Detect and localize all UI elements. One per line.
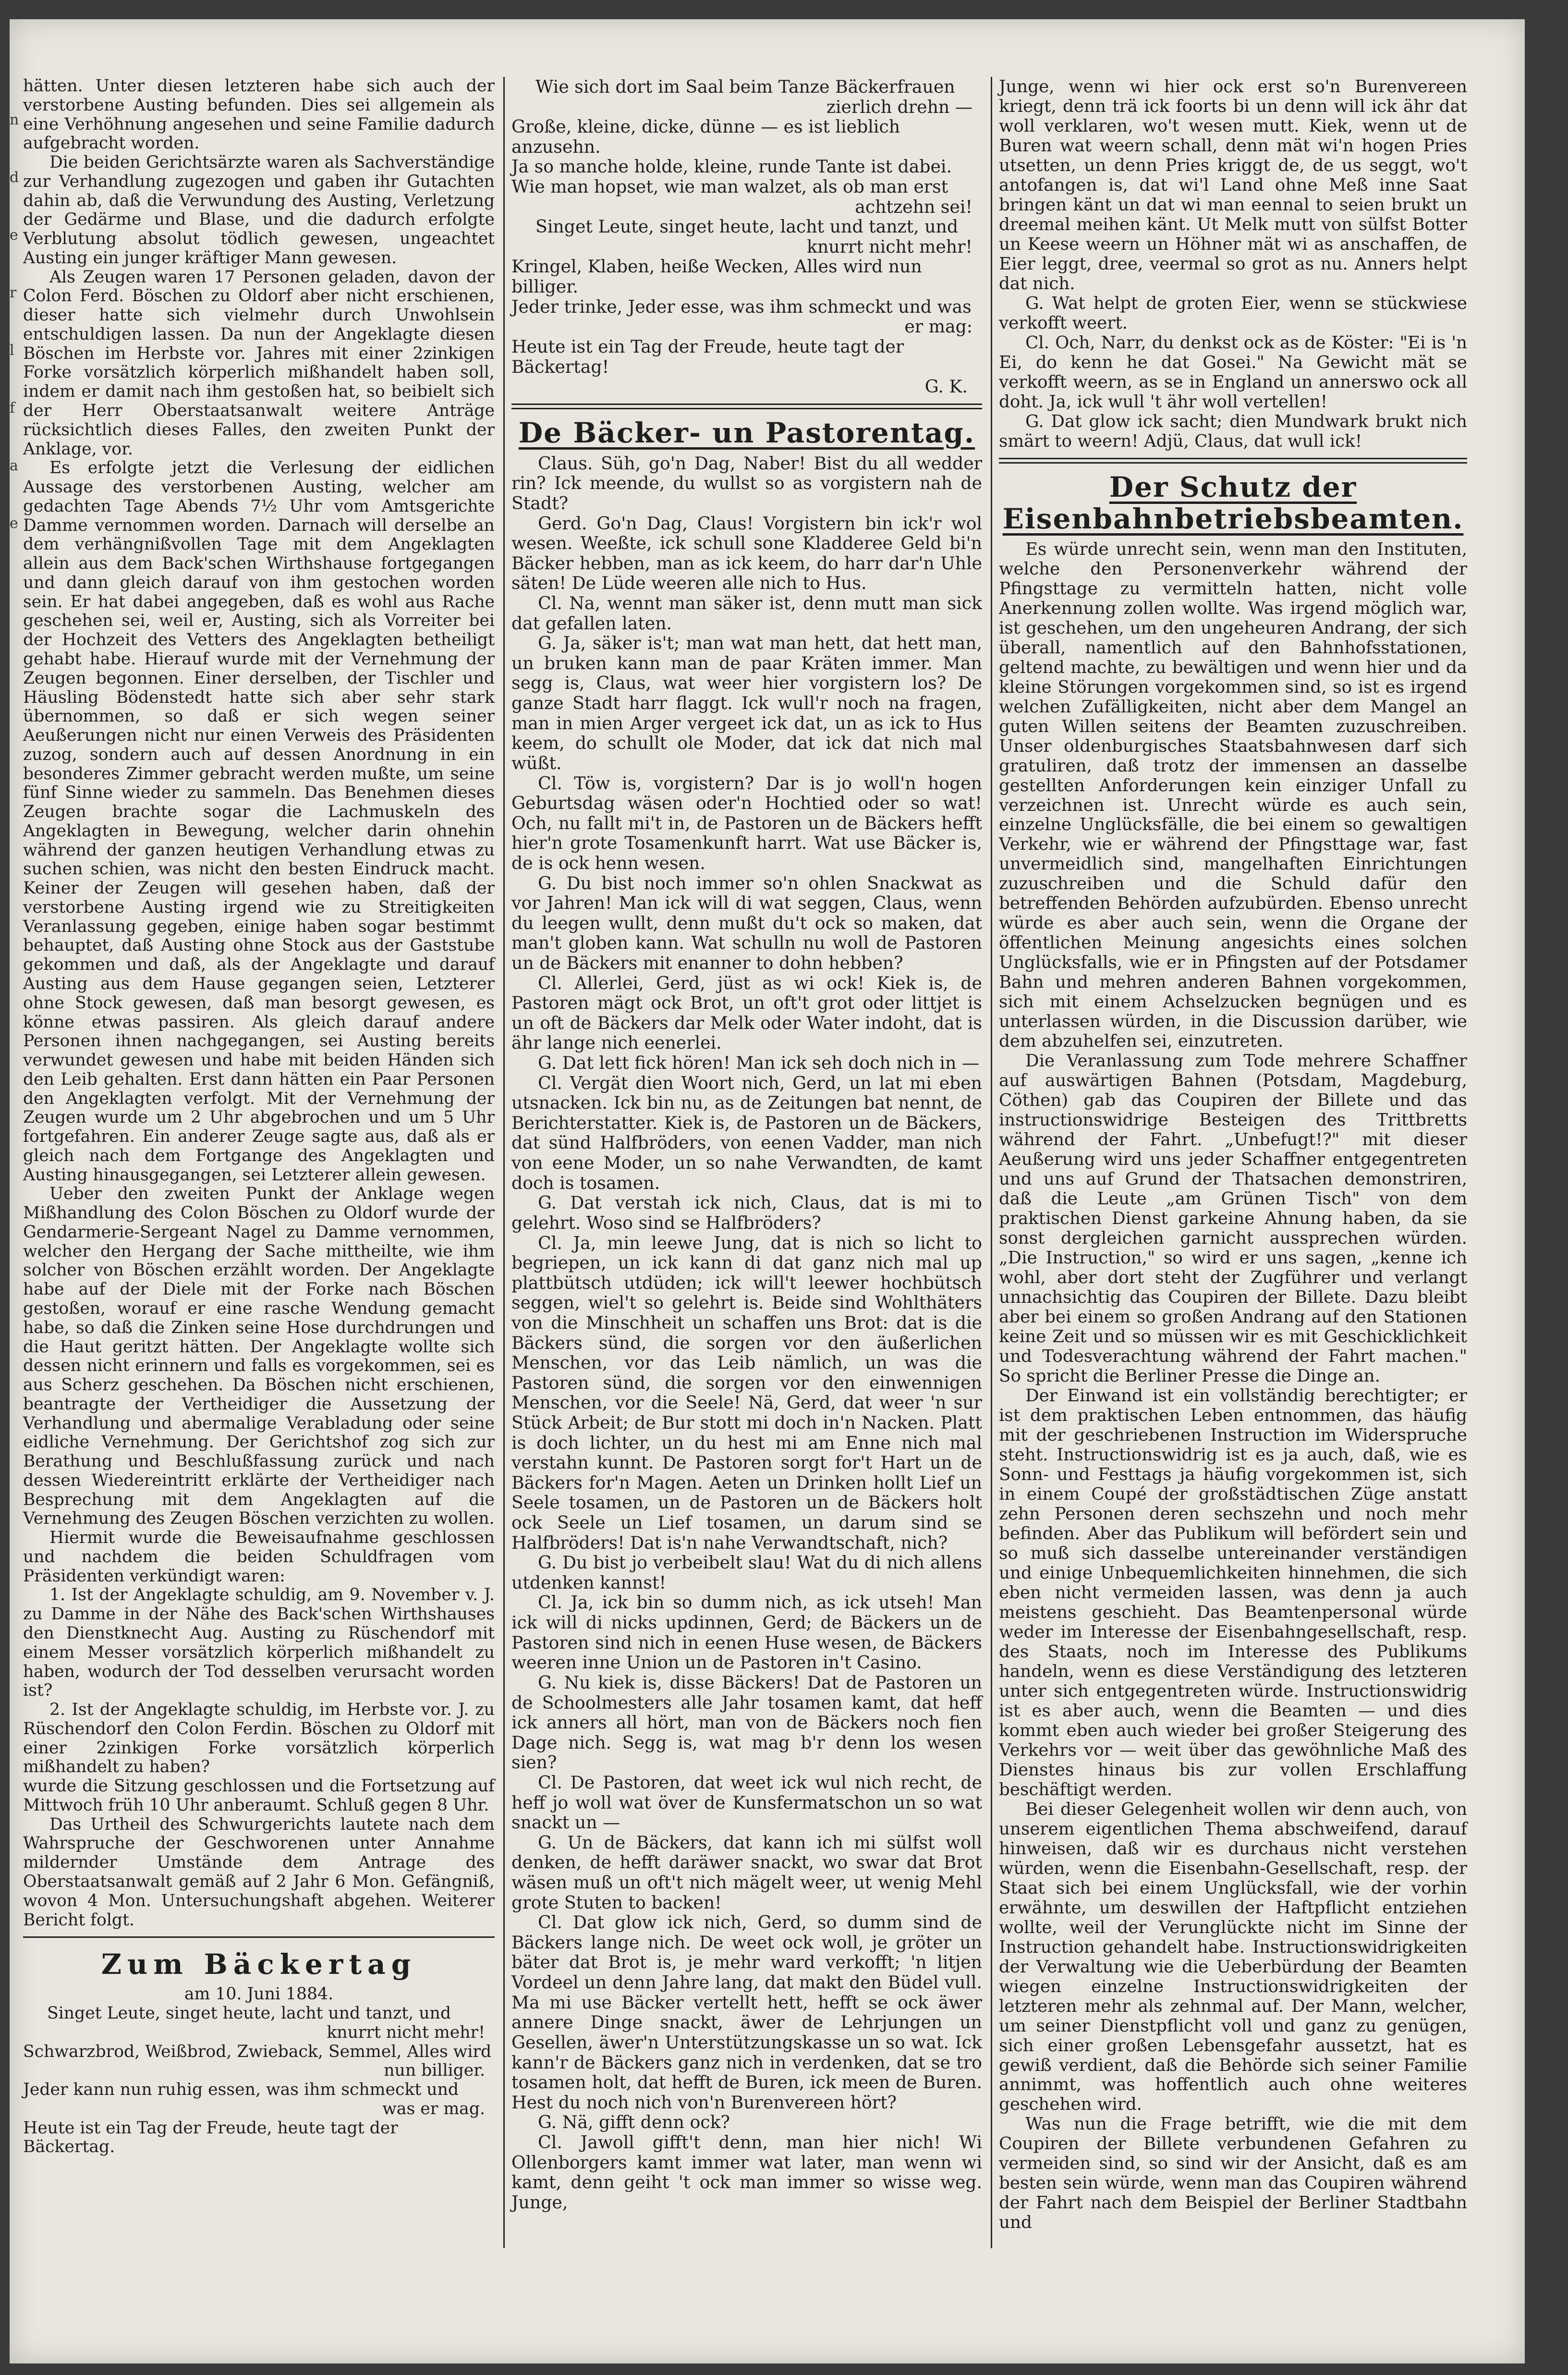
dialogue-paragraph: G. Du bist noch immer so'n ohlen Snackwat as vor Jahren! Man ick will di wat seggen, Claus, wenn du leegen wullt, denn mußt du't ock so maken, dat man't globen kann. Wat schulln nu woll de Pastoren un de Bäckers mit enanner to dohn hebben? [511, 872, 982, 973]
poem-line: knurrt nicht mehr! [327, 2022, 485, 2042]
dialogue-paragraph: G. Du bist jo verbeibelt slau! Wat du di nich allens utdenken kannst! [511, 1552, 982, 1593]
article-paragraph: Was nun die Frage betrifft, wie die mit dem Coupiren der Billete verbundenen Gefahren zu vermeiden sind, so sind wir der Ansicht, daß es am besten sein würde, wenn man das Coupiren während der Fahrt nach dem Beispiel der Berliner Stadtbahn und [999, 2114, 1467, 2233]
column-1 [23, 77, 495, 2157]
poem-line: knurrt nicht mehr! [806, 236, 972, 257]
paragraph: hätten. Unter diesen letzteren habe sich auch der verstorbene Austing befunden. Dies sei allgemein als eine Verhöhnung angesehen und seine Familie dadurch aufgebracht worden. [23, 76, 495, 153]
dialogue-paragraph: Claus. Süh, go'n Dag, Naber! Bist du all wedder rin? Ick meende, du wullst so as vorgistern nah de Stadt? [511, 453, 982, 514]
dialogue-paragraph: Gerd. Go'n Dag, Claus! Vorgistern bin ick'r wol wesen. Weeßte, ick schull sone Kladderee Geld bi'n Bäcker hebben, man as ick keem, do harr dar'n Uhle säten! De Lüde weeren alle nich to Hus. [511, 513, 982, 594]
dialogue-paragraph: Cl. Vergät dien Woort nich, Gerd, un lat mi eben utsnacken. Ick bin nu, as de Zeitungen bat nennt, de Berichterstatter. Kiek is, de Pastoren un de Bäckers, dat sünd Halfbröders, von eenen Vadder, man nich von eene Moder, un so nahe Verwandten, de kamt doch is tosamen. [511, 1072, 982, 1193]
article-title: De Bäcker- un Pastorentag. [518, 416, 975, 449]
poem-line: zierlich drehn — [826, 96, 972, 117]
dialogue-paragraph: G. Nä, gifft denn ock? [538, 2112, 730, 2133]
poem-line: Große, kleine, dicke, dünne — es ist lieblich anzusehn. [511, 116, 900, 157]
question-1: 1. Ist der Angeklagte schuldig, am 9. November v. J. zu Damme in der Nähe des Back'schen Wirthshauses den Dienstknecht Aug. Austing zu Rüschendorf mit einem Messer vorsätzlich körperlich mißhandelt zu haben, wodurch der Tod desselben verursacht worden ist? [23, 1585, 495, 1701]
dialogue-paragraph: G. Ja, säker is't; man wat man hett, dat hett man, un bruken kann man de paar Kräten immer. Man segg is, Claus, wat weer hier vorgistern los? De ganze Stadt harr flaggt. Ick wull'r noch na fragen, man in mien Arger vergeet ick dat, un as ick to Hus keem, do schullt ole Moder, dat ick dat nich mal wüßt. [511, 633, 982, 773]
verdict-paragraph: Das Urtheil des Schwurgerichts lautete nach dem Wahrspruche der Geschworenen unter Annahme mildernder Umstände dem Antrage des Oberstaatsanwalt gemäß auf 2 Jahr 6 Mon. Gefängniß, wovon 4 Mon. Untersuchungshaft abgehen. Weiterer Bericht folgt. [23, 1814, 495, 1930]
section-rule [511, 408, 982, 409]
gutter-letters: n d e r l f a e [10, 111, 19, 532]
paragraph: Hiermit wurde die Beweisaufnahme geschlossen und nachdem die beiden Schuldfragen vom Präsidenten verkündigt waren: [23, 1528, 495, 1586]
poem-line: Heute ist ein Tag der Freude, heute tagt der Bäckertag! [511, 336, 904, 377]
article-paragraph: Bei dieser Gelegenheit wollen wir denn auch, von unserem eigentlichen Thema abschweifend, darauf hinweisen, daß wir es durchaus nicht verstehen würden, wenn die Eisenbahn-Gesellschaft, resp. der Staat sich bei einem Unglücksfall, wie der vorhin erwähnte, um deswillen der Haftpflicht entziehen wollte, weil der Verunglückte nicht im Sinne der Instruction gehandelt habe. Instructionswidrigkeiten der Verwaltung wie die Ueberbürdung der Beamten wiegen einzelne Instructionswidrigkeiten der letzteren mehr als zehnmal auf. Der Mann, welcher, um seiner Dienstpflicht voll und ganz zu genügen, sich einer großen Lebensgefahr aussetzt, hat es gewiß verdient, daß die Behörde sich seiner Familie annimmt, was hoffentlich auch ohne weiteres geschehen wird. [999, 1799, 1467, 2115]
paragraph: Als Zeugen waren 17 Personen geladen, davon der Colon Ferd. Böschen zu Oldorf aber nicht erschienen, dieser hatte sich vielmehr durch Unwohlsein entschuldigen lassen. Da nun der Angeklagte diesen Böschen im Herbste vor. Jahres mit einer 2zinkigen Forke vorsätzlich körperlich mißhandelt haben soll, indem er damit nach ihm gestoßen hat, so beibielt sich der Herr Oberstaatsanwalt weitere Anträge rücksichtlich dieses Falles, den zweiten Punkt der Anklage, vor. [23, 267, 495, 459]
poem-line: Singet Leute, singet heute, lacht und tanzt, und [47, 2004, 451, 2023]
poem-line: Jeder trinke, Jeder esse, was ihm schmeckt und was [511, 296, 972, 317]
poem-line: Singet Leute, singet heute, lacht und tanzt, und [535, 216, 959, 237]
poem-line: Heute ist ein Tag der Freude, heute tagt der Bäckertag. [23, 2118, 398, 2157]
question-2: 2. Ist der Angeklagte schuldig, im Herbste vor. J. zu Rüschendorf den Colon Ferdin. Böschen zu Oldorf mit einer 2zinkigen Forke vorsätzlich körperlich mißhandelt zu haben? [23, 1700, 495, 1777]
paragraph: Die beiden Gerichtsärzte waren als Sachverständige zur Verhandlung zugezogen und gaben ihr Gutachten dahin ab, daß die Verwundung des Austing, Verletzung der Gedärme und Blase, und die dadurch erfolgte Verblutung absolut tödlich gewesen, ungeachtet Austing ein junger kräftiger Mann gewesen. [23, 153, 495, 268]
dialogue-paragraph: Cl. Na, wennt man säker ist, denn mutt man sick dat gefallen laten. [511, 593, 982, 634]
column-2 [511, 77, 982, 2212]
column-3 [999, 77, 1467, 2232]
paragraph: Es erfolgte jetzt die Verlesung der eidlichen Aussage des verstorbenen Austing, welcher am gedachten Tage Abends 7½ Uhr vom Amtsgerichte Damme vernommen worden. Darnach will derselbe an dem verhängnißvollen Tage mit dem Angeklagten allein aus dem Back'schen Wirthshause fortgegangen und dann gleich darauf von ihm gestochen worden sein. Er hat dabei angegeben, daß es wohl aus Rache geschehen sei, weil er, Austing, sich als Vorreiter bei der Hochzeit des Vetters des Angeklagten betheiligt gehabt habe. Hierauf wurde mit der Vernehmung der Zeugen begonnen. Einer derselben, der Tischler und Häusling Bödenstedt hatte sich aber sehr stark übernommen, so daß er sich wegen seiner Aeußerungen nicht nur einen Verweis des Präsidenten zuzog, sondern auch auf dessen Anordnung in ein besonderes Zimmer gebracht werden mußte, um seine fünf Sinne wieder zu sammeln. Das Benehmen dieses Zeugen brachte sogar die Lachmuskeln des Angeklagten in Bewegung, welcher darin ohnehin während der ganzen heutigen Verhandlung etwas zu suchen schien, was nicht den besten Eindruck macht. Keiner der Zeugen will gesehen haben, daß der verstorbene Austing irgend wie zu Streitigkeiten Veranlassung gegeben, einige haben sogar bestimmt behauptet, daß Austing ohne Stock aus der Gaststube gekommen und daß, als der Angeklagte und darauf Austing aus dem Hause gegangen seien, Letzterer ohne Stock gewesen, daß man besorgt gewesen, es könne etwas passiren. Als gleich darauf andere Personen ihnen nachgegangen, sei Austing bereits verwundet gewesen und habe mit beiden Händen sich den Leib gehalten. Erst dann hätten ein Paar Personen den Angeklagten verfolgt. Mit der Vernehmung der Zeugen wurde um 2 Uhr abgebrochen und um 5 Uhr fortgefahren. Ein anderer Zeuge sagte aus, daß als er gleich nach dem Fortgange des Angeklagten und Austing hinausgegangen, sei Letzterer allein gewesen. [23, 458, 495, 1185]
dialogue-paragraph: G. Wat helpt de groten Eier, wenn se stückwiese verkofft weert. [999, 293, 1467, 333]
poem-line: Ja so manche holde, kleine, runde Tante ist dabei. [511, 156, 952, 177]
poem-signature: G. K. [924, 376, 968, 397]
section-rule [511, 404, 982, 405]
poem-line: was er mag. [382, 2099, 485, 2118]
poem-line: er mag: [904, 316, 972, 337]
section-rule [999, 462, 1467, 464]
poem-line: nun billiger. [384, 2061, 485, 2081]
article-title: Der Schutz der Eisenbahnbetriebsbeamten. [1002, 470, 1464, 535]
dialogue-paragraph: G. Dat verstah ick nich, Claus, dat is mi to gelehrt. Woso sind se Halfbröders? [511, 1192, 982, 1233]
column-divider [503, 77, 505, 2248]
poem-line: Jeder kann nun ruhig essen, was ihm schmeckt und [23, 2080, 459, 2100]
section-rule [999, 458, 1467, 459]
article-paragraph: Es würde unrecht sein, wenn man den Instituten, welche den Personenverkehr während der Pfingsttage zu vermitteln hatten, nicht volle Anerkennung zollen wollte. Was irgend möglich war, ist geschehen, um den ungeheuren Andrang, der sich überall, namentlich auf den Bahnhofsstationen, geltend machte, zu bewältigen und wenn hier und da kleine Störungen vorgekommen sind, so ist es irgend welchen Zufälligkeiten, nicht aber dem Mangel an guten Willen seitens der Beamten zuzuschreiben. Unser oldenburgisches Staatsbahnwesen darf sich gratuliren, daß trotz der immensen an dasselbe gestellten Anforderungen kein einziger Unfall zu verzeichnen ist. Unrecht würde es auch sein, einzelne Unglücksfälle, die bei einem so gewaltigen Verkehr, wie er während der Pfingsttage war, fast unvermeidlich sind, mangelhaften Einrichtungen zuzuschreiben und die Schuld dafür den betreffenden Behörden aufzubürden. Ebenso unrecht würde es aber auch sein, wenn die Organe der öffentlichen Meinung angesichts eines solchen Unglücksfalls, wie er in Pfingsten auf der Potsdamer Bahn und mehren anderen Bahnen vorgekommen, sich mit einem Achselzucken begnügen und es unterlassen würden, in die Discussion darüber, wie dem abzuhelfen sei, einzutreten. [999, 539, 1467, 1052]
paragraph: wurde die Sitzung geschlossen und die Fortsetzung auf Mittwoch früh 10 Uhr anberaumt. Schluß gegen 8 Uhr. [23, 1776, 495, 1815]
poem-title: Zum Bäckertag [101, 1948, 417, 1981]
poem-line: Wie man hopset, wie man walzet, als ob man erst [511, 176, 948, 197]
dialogue-paragraph: Cl. Ja, min leewe Jung, dat is nich so licht to begriepen, un ick kann di dat ganz nich mal up plattbütsch utdüden; ick will't leewer hochbütsch seggen, wiel't so gelehrt is. Beide sind Wohlthäters von die Minschheit un schaffen uns Brot: dat is die Bäckers sünd, die sorgen vor den äußerlichen Menschen, vor das Leib nämlich, un was die Pastoren sünd, die sorgen vor den einwennigen Menschen, vor die Seele! Nä, Gerd, dat weer 'n sur Stück Arbeit; de Bur stott mi doch in'n Nacken. Platt is doch lichter, un du hest mi am Enne nich mal verstahn kunnt. De Pastoren sorgt for't Hart un de Bäckers for'n Magen. Aeten un Drinken hollt Lief un Seele tosamen, un de Pastoren un de Bäckers holt ock Seele un Lief tosamen, un darum sind se Halfbröders! Dat is'n nahe Verwandtschaft, nich? [511, 1232, 982, 1553]
dialogue-paragraph: G. Dat lett fick hören! Man ick seh doch nich in — [538, 1053, 980, 1074]
newspaper-page [10, 19, 1525, 2363]
dialogue-paragraph: Junge, wenn wi hier ock erst so'n Burenvereen kriegt, denn trä ick foorts bi un denn will ick ähr dat woll verklaren, wo't wesen mutt. Kiek, wenn ut de Buren wat weern schall, denn mät wi'n hogen Pries utsetten, un denn Pries kriggt de, de us seggt, wo't antofangen is, dat wi'l Land ohne Meß inne Saat bringen känt un dat wi man eennal to seien brukt un dreemal meihen känt. Ut Melk mutt von sülfst Botter un Keese weern un Höhner mät wi as anschaffen, de Eier leggt, dree, veermal so grot as nu. Anners helpt dat nich. [999, 77, 1467, 294]
dialogue-paragraph: Cl. Allerlei, Gerd, jüst as wi ock! Kiek is, de Pastoren mägt ock Brot, un oft't grot oder littjet is un oft de Bäckers dar Melk oder Water indoht, dat is ähr lange nich eenerlei. [511, 972, 982, 1053]
poem-continuation [511, 77, 982, 377]
poem-line: Schwarzbrod, Weißbrod, Zwieback, Semmel, Alles wird [23, 2042, 492, 2061]
poem-date: am 10. Juni 1884. [184, 1984, 334, 2004]
dialogue-paragraph: G. Un de Bäckers, dat kann ich mi sülfst woll denken, de hefft daräwer snackt, wo swar dat Brot wäsen muß un oft't nich mägelt weer, ut wenig Mehl grote Stuten to backen! [511, 1832, 982, 1913]
article-paragraph: Die Veranlassung zum Tode mehrere Schaffner auf auswärtigen Bahnen (Potsdam, Magdeburg, Cöthen) gab das Coupiren der Billete und das instructionswidrige Besteigen des Trittbretts während der Fahrt. „Unbefugt!?" mit dieser Aeußerung wird uns jeder Schaffner entgegentreten und uns auf Grund der Thatsachen demonstriren, daß die Leute „am Grünen Tisch" von dem praktischen Dienst garkeine Ahnung haben, da sie sonst dergleichen garnicht aussprechen würden. „Die Instruction," so wird er uns sagen, „kenne ich wohl, aber dort steht der Zugführer und verlangt unnachsichtig das Coupiren der Billete. Dazu bleibt aber bei einem so großen Andrang auf den Stationen keine Zeit und so müssen wir es mit Geschicklichkeit und Todesverachtung während der Fahrt machen." So spricht die Berliner Presse die Dinge an. [999, 1051, 1467, 1386]
dialogue-paragraph: G. Nu kiek is, disse Bäckers! Dat de Pastoren un de Schoolmesters alle Jahr tosamen kamt, dat heff ick anners all hört, man von de Bäckers noch fien Dage nich. Segg is, wat mag b'r denn los wesen sien? [511, 1672, 982, 1773]
dialogue-paragraph: Cl. De Pastoren, dat weet ick wul nich recht, de heff jo woll wat över de Kunsfermatschon un so wat snackt un — [511, 1772, 982, 1833]
dialogue-paragraph: Cl. Och, Narr, du denkst ock as de Köster: "Ei is 'n Ei, do kenn he dat Gosei." Na Gewicht mät se verkofft weern, as se in England un annerswo ock all doht. Ja, ick wull 't ähr woll vertellen! [999, 332, 1467, 412]
article-paragraph: Der Einwand ist ein vollständig berechtigter; er ist dem praktischen Leben entnommen, das häufig mit der geschriebenen Instruction im Widerspruche steht. Instructionswidrig ist es ja auch, daß, wie es Sonn- und Festtags ja häufig vorgekommen ist, sich in einem Coupé der großstädtischen Züge anstatt zehn Personen deren sechszehn und noch mehr befinden. Aber das Publikum will befördert sein und so muß sich dasselbe untereinander verständigen und einige Unbequemlichkeiten hinnehmen, die sich eben nicht vermeiden lassen, was denn ja auch meistens geschieht. Das Beamtenpersonal würde weder im Interesse der Eisenbahngesellschaft, resp. des Staats, noch im Interesse des Publikums handeln, wenn es diese Verständigung des letzteren unter sich entgegentreten würde. Instructionswidrig ist es aber auch, wenn die Beamten — und dies kommt eben auch wieder bei großer Steigerung des Verkehrs vor — weit über das gewöhnliche Maß des Dienstes hinaus bis zur vollen Erschlaffung beschäftigt werden. [999, 1386, 1467, 1800]
dialogue-paragraph: G. Dat glow ick sacht; dien Mundwark brukt nich smärt to weern! Adjü, Claus, dat wull ick! [999, 411, 1467, 451]
poem-line: Kringel, Klaben, heiße Wecken, Alles wird nun billiger. [511, 256, 922, 297]
dialogue-paragraph: Cl. Dat glow ick nich, Gerd, so dumm sind de Bäckers lange nich. De weet ock woll, je gröter un bäter dat Brot is, je mehr ward verkofft; 'n litjen Vordeel un denn Jahre lang, dat makt den Büdel vull. Ma mi use Bäcker vertellt hett, hefft se ock äwer annere Dinge snackt, äwer de Lehrjungen un Gesellen, äwer'n Unterstützungskasse un so wat. Ick kann'r de Bäckers ganz nich in verdenken, dat se tro tosamen holt, dat hefft de Buren, ick meen de Buren. Hest du noch nich von'n Burenvereen hört? [511, 1912, 982, 2113]
section-rule [23, 1936, 495, 1938]
poem-bäckertag [23, 2004, 495, 2157]
column-divider [991, 77, 992, 2248]
paragraph: Ueber den zweiten Punkt der Anklage wegen Mißhandlung des Colon Böschen zu Oldorf wurde der Gendarmerie-Sergeant Nagel zu Damme vernommen, welcher den Hergang der Sache mittheilte, wie ihm solcher von Böschen erzählt worden. Der Angeklagte habe auf der Diele mit der Forke nach Böschen gestoßen, worauf er eine rasche Wendung gemacht habe, so daß die Zinken seine Hose durchdrungen und die Haut geritzt hätten. Der Angeklagte wollte sich dessen nicht erinnern und falls es vorgekommen, sei es aus Scherz geschehen. Da Böschen nicht erschienen, beantragte der Vertheidiger die Aussetzung der Verhandlung und abermalige Verabladung oder seine eidliche Vernehmung. Der Gerichtshof zog sich zur Berathung und Beschlußfassung zurück und nach dessen Wiedereintritt erklärte der Vertheidiger nach Besprechung mit dem Angeklagten auf die Vernehmung des Zeugen Böschen verzichten zu wollen. [23, 1184, 495, 1529]
poem-line: Wie sich dort im Saal beim Tanze Bäckerfrauen [535, 76, 955, 97]
poem-line: achtzehn sei! [855, 196, 972, 217]
dialogue-paragraph: Cl. Töw is, vorgistern? Dar is jo woll'n hogen Geburtsdag wäsen oder'n Hochtied oder so wat! Och, nu fallt mi't in, de Pastoren un de Bäckers hefft hier'n grote Tosamenkunft harrt. Wat use Bäcker is, de is ock henn wesen. [511, 772, 982, 873]
dialogue-paragraph: Cl. Jawoll gifft't denn, man hier nich! Wi Ollenborgers kamt immer wat later, man wenn wi kamt, denn geiht 't ock man immer so wisse weg. Junge, [511, 2131, 982, 2213]
dialogue-paragraph: Cl. Ja, ick bin so dumm nich, as ick utseh! Man ick will di nicks updinnen, Gerd; de Bäckers un de Pastoren sind nich in eenen Huse wesen, de Bäckers weeren inne Union un de Pastoren in't Casino. [511, 1592, 982, 1673]
